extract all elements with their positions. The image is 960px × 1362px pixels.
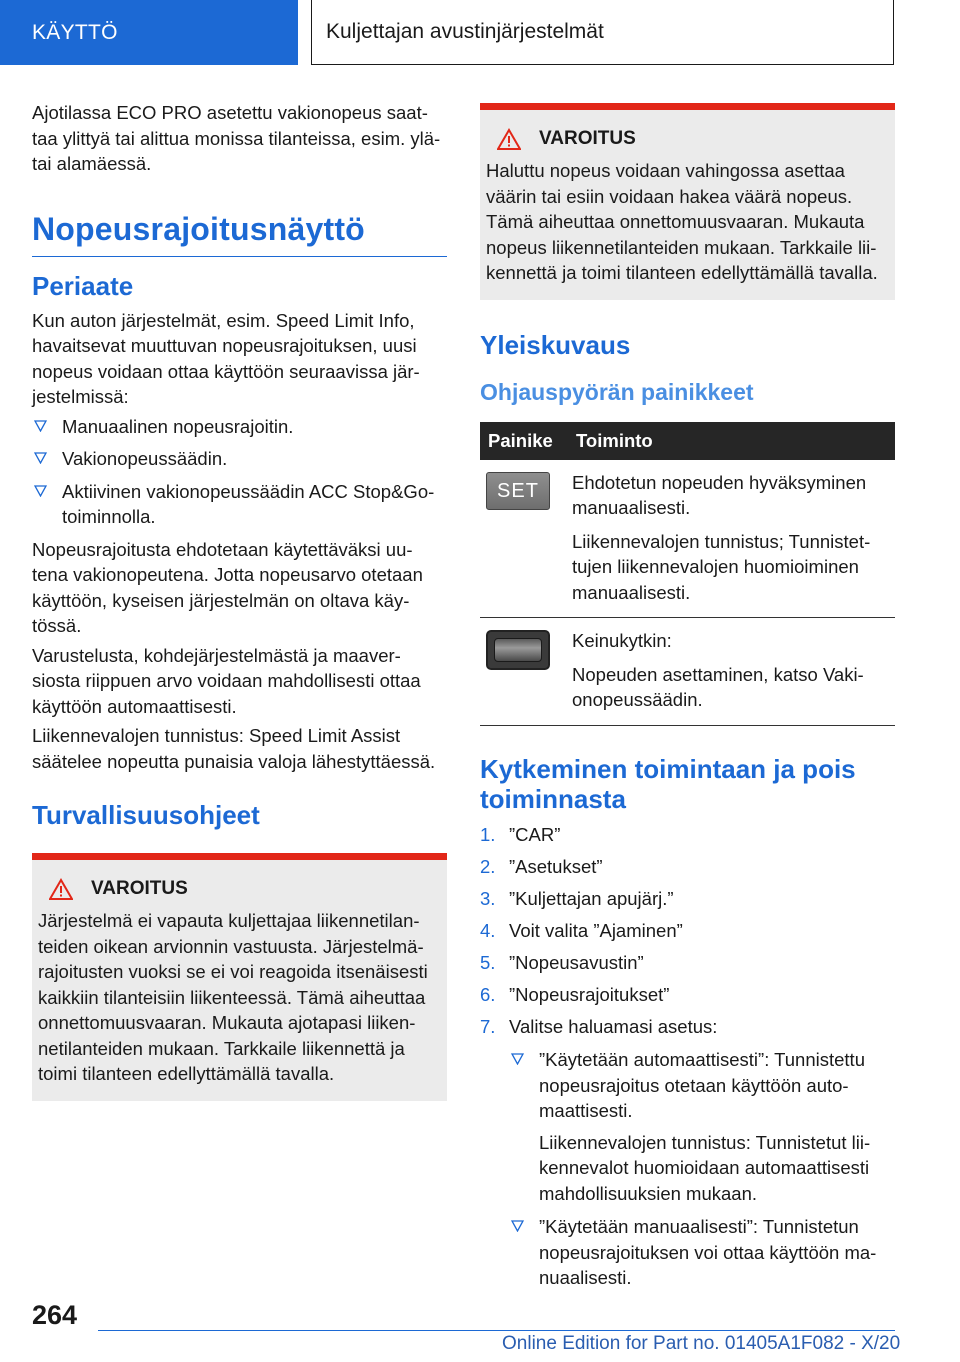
list-item: ”Käytetään automaattisesti”: Tunnistettu nopeusrajoitus otetaan käyttöön auto-maattisesti. Liikennevalojen tunnistus: Tunnistetut lii-kennevalot huomioidaan automaattisesti mahdollisuuksien mukaan.: [509, 1047, 895, 1206]
list-item: Manuaalinen nopeusrajoitin.: [32, 414, 447, 440]
option-list: [509, 1047, 895, 1291]
table-cell-icon: [480, 460, 568, 618]
buttons-table: [480, 422, 895, 726]
steps-list: [480, 822, 895, 1291]
list-item: 7. Valitse haluamasi asetus: ”Käytetään automaattisesti”: Tunnistettu nopeusrajoitus otetaan käyttöön auto-maattisesti. Liikennevalojen tunnistus: Tunnistetut lii-kennevalot huomioidaan automaattisesti mahdollisuuksien mukaan. ”Käytetään manuaalisesti”: Tunnistetun nopeusrajoituksen voi ottaa käyttöön ma-nuaalisesti.: [480, 1014, 895, 1291]
table-row: [480, 618, 895, 726]
list-item: 3. ”Kuljettajan apujärj.”: [480, 887, 674, 909]
warning-bar: [32, 853, 447, 860]
page-number: 264: [32, 1300, 78, 1330]
list-item: 6. ”Nopeusrajoitukset”: [480, 983, 670, 1005]
warning-triangle-icon: [497, 128, 521, 150]
systems-list: [32, 414, 447, 530]
page-title: Nopeusrajoitusnäyttö: [32, 211, 447, 257]
switch-heading: Kytkeminen toimintaan ja pois toiminnasta: [480, 753, 856, 814]
table-header-row: [480, 422, 895, 460]
warning-text: Järjestelmä ei vapauta kuljettajaa liikennetilan-teiden oikean arvionnin vastuusta. Järjestelmä-rajoitusten vuoksi se ei voi reagoida itsenäisesti kaikkiin tilanteisiin liikenteessä. Tämä aiheuttaa onnettomuusvaaran. Mukauta ajotapasi liiken-netilanteiden mukaan. Tarkkaile liikennettä ja toimi tilanteen edellyttämällä tavalla.: [38, 910, 428, 1084]
table-cell-function: Keinukytkin: Nopeuden asettaminen, katso Vaki-onopeussäädin.: [568, 618, 895, 726]
right-column: [480, 103, 895, 1299]
principle-text: Kun auton järjestelmät, esim. Speed Limit Info, havaitsevat muuttuvan nopeusrajoituksen, uusi nopeus voidaan ottaa käyttöön seuraavissa jär-jestelmissä:: [32, 309, 420, 407]
column-header-function: Toiminto: [568, 422, 895, 460]
footer-divider: [98, 1330, 895, 1331]
list-item: 1. ”CAR”: [480, 823, 561, 845]
warning-box: [32, 853, 447, 1101]
triangle-bullet-icon: [511, 1053, 524, 1065]
warning-header: [38, 878, 435, 900]
paragraph-suggest: Nopeusrajoitusta ehdotetaan käytettäväksi uu-tena vakionopeutena. Jotta nopeusarvo otetaan käyttöön, kyseisen järjestelmän on oltava käy-tössä.: [32, 538, 423, 636]
table-row: [480, 460, 895, 618]
safety-heading: Turvallisuusohjeet: [32, 800, 260, 830]
section-tab: KÄYTTÖ: [0, 0, 298, 65]
rocker-switch-icon: [486, 630, 550, 670]
chapter-title: Kuljettajan avustinjärjestelmät: [311, 0, 894, 65]
warning-triangle-icon: [49, 878, 73, 900]
column-header-button: Painike: [480, 422, 568, 460]
edition-footer: Online Edition for Part no. 01405A1F082 - X/20: [502, 1333, 901, 1354]
overview-heading: Yleiskuvaus: [480, 329, 631, 360]
warning-title: VAROITUS: [91, 878, 188, 899]
warning-box: [480, 103, 895, 300]
list-item: Vakionopeussäädin.: [32, 446, 447, 472]
list-item: Aktiivinen vakionopeussäädin ACC Stop&Go-toiminnolla.: [32, 479, 447, 530]
table-cell-function: Ehdotetun nopeuden hyväksyminen manuaalisesti. Liikennevalojen tunnistus; Tunnistet-tujen liikennevalojen huomioiminen manuaalisesti.: [568, 460, 895, 618]
warning-header: [486, 128, 883, 150]
triangle-bullet-icon: [34, 420, 47, 432]
left-column: [32, 100, 447, 1101]
triangle-bullet-icon: [34, 452, 47, 464]
warning-bar: [480, 103, 895, 110]
intro-paragraph: Ajotilassa ECO PRO asetettu vakionopeus saat-taa ylittyä tai alittua monissa tilanteissa, esim. ylä- tai alamäessä.: [32, 102, 441, 174]
triangle-bullet-icon: [511, 1220, 524, 1232]
buttons-heading: Ohjauspyörän painikkeet: [480, 378, 754, 405]
list-item: ”Käytetään manuaalisesti”: Tunnistetun nopeusrajoituksen voi ottaa käyttöön ma-nuaalisesti.: [509, 1214, 895, 1291]
principle-heading: Periaate: [32, 270, 134, 301]
triangle-bullet-icon: [34, 485, 47, 497]
set-button-icon: SET: [486, 472, 550, 510]
paragraph-equipment: Varustelusta, kohdejärjestelmästä ja maaver-siosta riippuen arvo voidaan mahdollisesti ottaa käyttöön automaattisesti.: [32, 644, 421, 717]
warning-text: Haluttu nopeus voidaan vahingossa asettaa väärin tai esiin voidaan hakea väärä nopeus. Tämä aiheuttaa onnettomuusvaaran. Mukauta nopeus liikennetilanteiden mukaan. Tarkkaile lii-kennettä ja toimi tilanteen edellyttämällä tavalla.: [486, 160, 878, 283]
list-item: 5. ”Nopeusavustin”: [480, 951, 644, 973]
warning-title: VAROITUS: [539, 128, 636, 149]
list-item: 4. Voit valita ”Ajaminen”: [480, 919, 683, 941]
table-cell-icon: [480, 618, 568, 726]
list-item: 2. ”Asetukset”: [480, 855, 603, 877]
paragraph-traffic-lights: Liikennevalojen tunnistus: Speed Limit Assist säätelee nopeutta punaisia valoja lähestyttäessä.: [32, 725, 436, 772]
